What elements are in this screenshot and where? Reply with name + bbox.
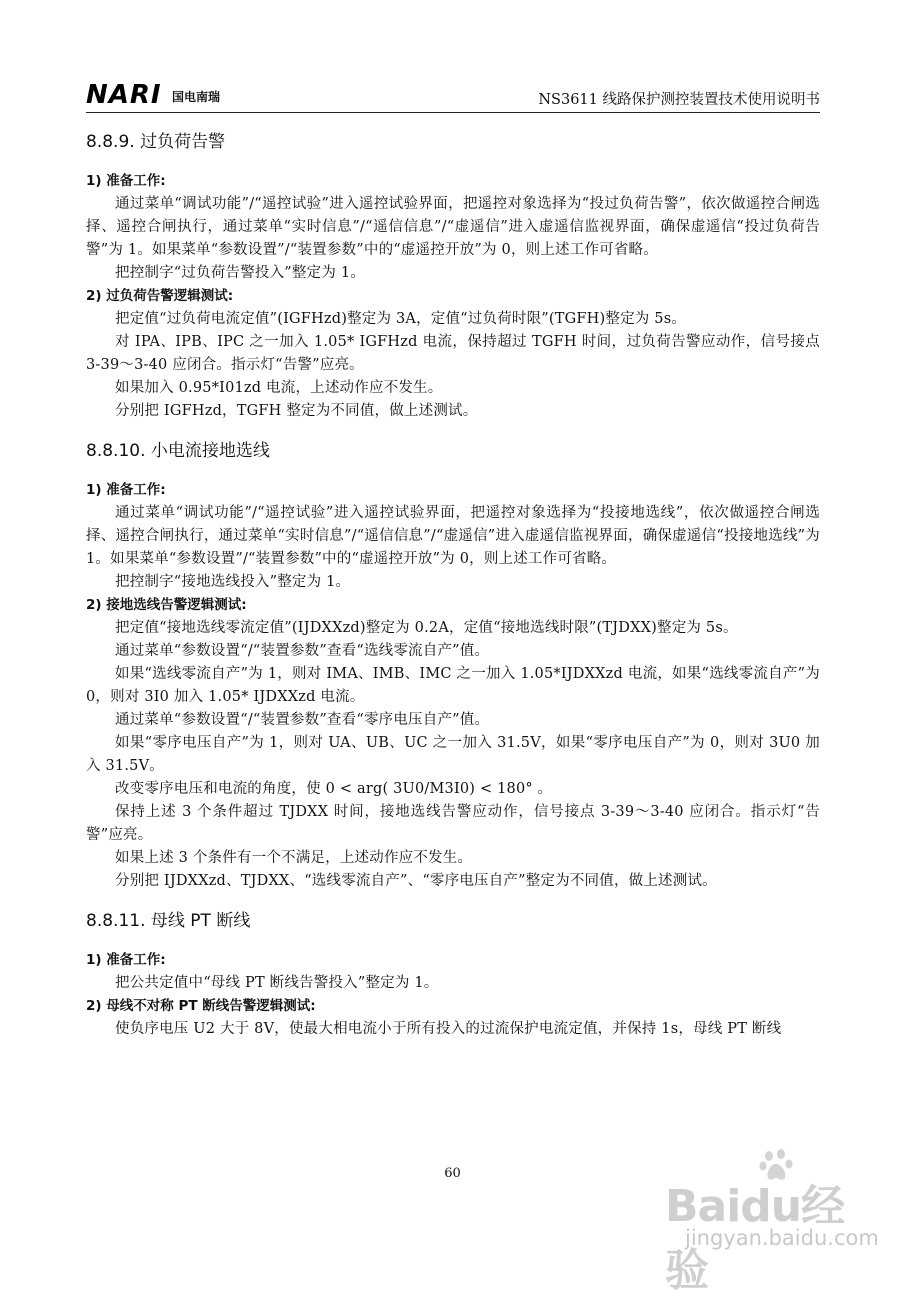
page-header — [86, 78, 820, 113]
paragraph: 使负序电压 U2 大于 8V，使最大相电流小于所有投入的过流保护电流定值，并保持 1s，母线 PT 断线 — [115, 1021, 782, 1037]
paragraph: 把控制字“过负荷告警投入”整定为 1。 — [115, 265, 365, 281]
watermark-url: jingyan.baidu.com — [685, 1226, 879, 1250]
paragraph: 对 IPA、IPB、IPC 之一加入 1.05* IGFHzd 电流，保持超过 TGFH 时间，过负荷告警应动作，信号接点 3-39～3-40 应闭合。指示灯“告警”应亮。 — [86, 334, 820, 373]
paragraph: 分别把 IGFHzd，TGFH 整定为不同值，做上述测试。 — [115, 403, 478, 419]
paragraph: 把公共定值中“母线 PT 断线告警投入”整定为 1。 — [115, 975, 439, 991]
subsection-heading: 2) 母线不对称 PT 断线告警逻辑测试: — [86, 998, 316, 1014]
paragraph: 通过菜单“参数设置“/“装置参数”查看“零序电压自产”值。 — [115, 712, 490, 728]
paragraph: 把控制字“接地选线投入”整定为 1。 — [115, 574, 351, 590]
section-heading: 8.8.11. 母线 PT 断线 — [86, 911, 251, 931]
document-title: NS3611 线路保护测控装置技术使用说明书 — [538, 92, 820, 108]
subsection-heading: 2) 过负荷告警逻辑测试: — [86, 288, 234, 304]
paragraph: 通过菜单“参数设置“/“装置参数”查看“选线零流自产”值。 — [115, 643, 490, 659]
paragraph: 把定值“接地选线零流定值”(IJDXXzd)整定为 0.2A，定值“接地选线时限”(TJDXX)整定为 5s。 — [115, 620, 738, 636]
paragraph: 通过菜单“调试功能”/“遥控试验”进入遥控试验界面，把遥控对象选择为“投接地选线”，依次做遥控合闸选择、遥控合闸执行，通过菜单“实时信息”/“遥信信息”/“虚遥信”进入虚遥信监视界面，确保虚遥信“投接地选线”为 1。如果菜单“参数设置”/“装置参数”中的“虚遥控开放”为 0，则上述工作可省略。 — [86, 505, 820, 567]
section-heading: 8.8.10. 小电流接地选线 — [86, 441, 270, 461]
subsection-heading: 1) 准备工作: — [86, 173, 166, 189]
paragraph: 改变零序电压和电流的角度，使 0 < arg( 3U0/M3I0) < 180° 。 — [115, 781, 553, 797]
subsection-heading: 1) 准备工作: — [86, 952, 166, 968]
paragraph: 如果“零序电压自产”为 1，则对 UA、UB、UC 之一加入 31.5V，如果“零序电压自产”为 0，则对 3U0 加入 31.5V。 — [86, 735, 820, 774]
paragraph: 如果加入 0.95*I01zd 电流，上述动作应不发生。 — [115, 380, 443, 396]
section-heading: 8.8.9. 过负荷告警 — [86, 132, 226, 152]
paragraph: 通过菜单“调试功能”/“遥控试验”进入遥控试验界面，把遥控对象选择为“投过负荷告警”，依次做遥控合闸选择、遥控合闸执行，通过菜单“实时信息”/“遥信信息”/“虚遥信”进入虚遥信监视界面，确保虚遥信“投过负荷告警”为 1。如果菜单“参数设置”/“装置参数”中的“虚遥控开放”为 0，则上述工作可省略。 — [86, 196, 820, 258]
paragraph: 如果上述 3 个条件有一个不满足，上述动作应不发生。 — [115, 850, 473, 866]
paragraph: 分别把 IJDXXzd、TJDXX、“选线零流自产”、“零序电压自产”整定为不同值，做上述测试。 — [115, 873, 717, 889]
page-content — [86, 120, 820, 1041]
paragraph: 把定值“过负荷电流定值”(IGFHzd)整定为 3A，定值“过负荷时限”(TGFH)整定为 5s。 — [115, 311, 687, 327]
subsection-heading: 2) 接地选线告警逻辑测试: — [86, 597, 247, 613]
subsection-heading: 1) 准备工作: — [86, 482, 166, 498]
watermark — [625, 1140, 879, 1296]
watermark-logo: Baidu经验 — [665, 1181, 845, 1296]
paragraph: 如果“选线零流自产”为 1，则对 IMA、IMB、IMC 之一加入 1.05*IJDXXzd 电流，如果“选线零流自产”为 0，则对 3I0 加入 1.05* IJDXXzd 电流。 — [86, 666, 820, 705]
page-number: 60 — [444, 1166, 461, 1181]
paragraph: 保持上述 3 个条件超过 TJDXX 时间，接地选线告警应动作，信号接点 3-39～3-40 应闭合。指示灯“告警”应亮。 — [86, 804, 820, 843]
nari-logo: NARI — [86, 80, 162, 110]
nari-logo-cn: 国电南瑞 — [172, 90, 221, 104]
